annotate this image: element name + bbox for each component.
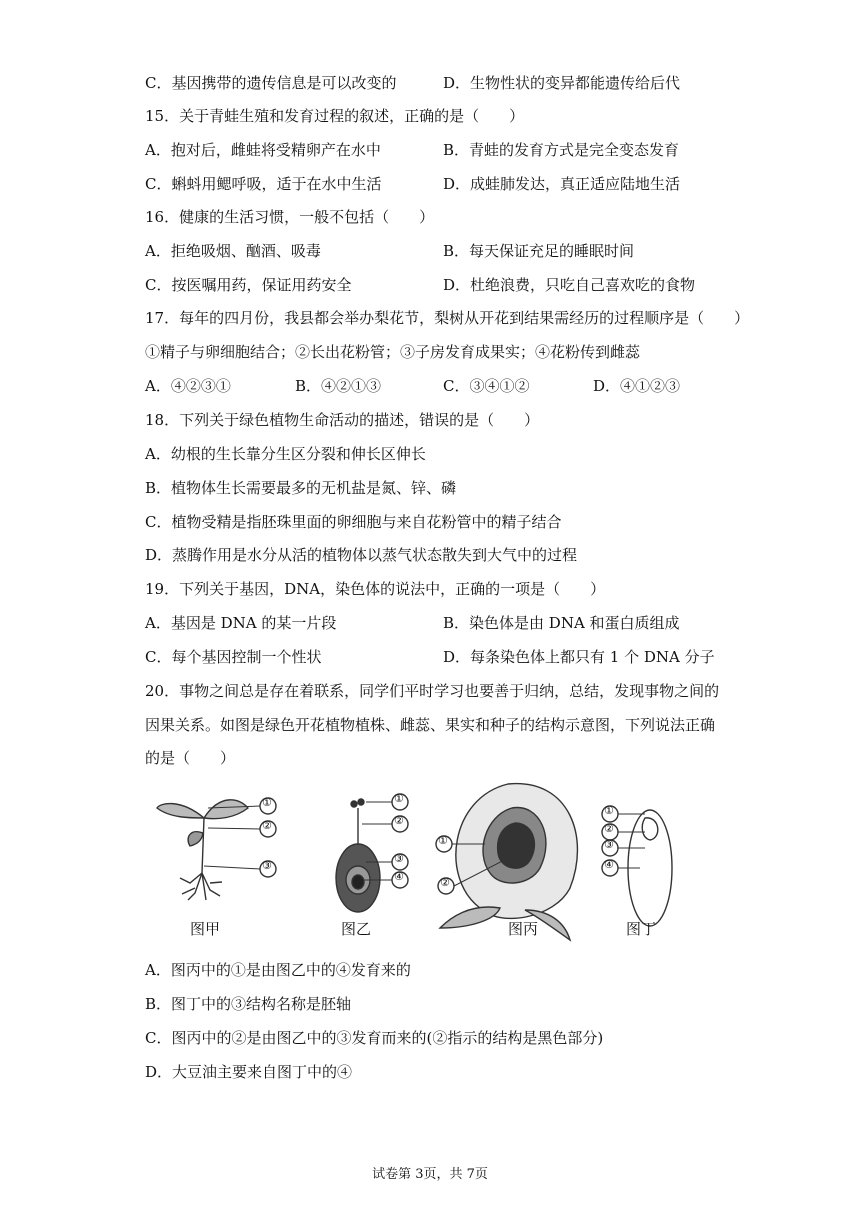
q19-option-a: A．基因是 DNA 的某一片段 (145, 614, 337, 632)
yi-mark-2: ② (394, 814, 404, 827)
q17-option-a: A．④②③① (145, 377, 231, 395)
figure-jia-plant (157, 798, 276, 900)
q17-option-b: B．④②①③ (295, 377, 382, 395)
q16-option-b: B．每天保证充足的睡眠时间 (443, 242, 635, 260)
q17-stem: 17．每年的四月份，我县都会举办梨花节，梨树从开花到结果需经历的过程顺序是（ ） (145, 309, 750, 327)
q20-stem-line1: 20．事物之间总是存在着联系，同学们平时学习也要善于归纳，总结，发现事物之间的 (145, 682, 720, 700)
figure-yi-caption: 图乙 (341, 920, 372, 938)
page-footer: 试卷第 3页，共 7页 (372, 1167, 488, 1182)
q20-option-d: D．大豆油主要来自图丁中的④ (145, 1063, 353, 1081)
q18-option-a: A．幼根的生长靠分生区分裂和伸长区伸长 (145, 445, 426, 463)
jia-mark-1: ① (262, 796, 272, 809)
bing-mark-1: ① (438, 834, 448, 847)
q15-stem: 15．关于青蛙生殖和发育过程的叙述，正确的是（ ） (145, 107, 525, 125)
q18-option-b: B．植物体生长需要最多的无机盐是氮、锌、磷 (145, 479, 457, 497)
q15-option-a: A．抱对后，雌蛙将受精卵产在水中 (145, 141, 381, 159)
q20-option-a: A．图丙中的①是由图乙中的④发育来的 (145, 961, 411, 979)
q15-option-b: B．青蛙的发育方式是完全变态发育 (443, 141, 680, 159)
q17-items: ①精子与卵细胞结合；②长出花粉管；③子房发育成果实；④花粉传到雌蕊 (145, 343, 641, 361)
yi-mark-4: ④ (394, 870, 404, 883)
ding-mark-4: ④ (604, 858, 614, 871)
q16-option-a: A．拒绝吸烟、酗酒、吸毒 (145, 242, 321, 260)
figure-bing-caption: 图丙 (508, 920, 539, 938)
q19-option-b: B．染色体是由 DNA 和蛋白质组成 (443, 614, 680, 632)
q16-option-d: D．杜绝浪费，只吃自己喜欢吃的食物 (443, 276, 696, 294)
bing-mark-2: ② (440, 876, 450, 889)
figure-bing-fruit (436, 784, 577, 940)
jia-mark-2: ② (262, 819, 272, 832)
q20-stem-line3: 的是（ ） (145, 749, 236, 767)
figure-jia-caption: 图甲 (190, 920, 221, 938)
q15-option-d: D．成蛙肺发达，真正适应陆地生活 (443, 175, 681, 193)
q19-option-c: C．每个基因控制一个性状 (145, 648, 322, 666)
q19-option-d: D．每条染色体上都只有 1 个 DNA 分子 (443, 648, 715, 666)
figure-ding-caption: 图丁 (626, 920, 657, 938)
q18-stem: 18．下列关于绿色植物生命活动的描述，错误的是（ ） (145, 411, 540, 429)
q16-stem: 16．健康的生活习惯，一般不包括（ ） (145, 208, 435, 226)
ding-mark-1: ① (604, 804, 614, 817)
yi-mark-3: ③ (394, 852, 404, 865)
q16-option-c: C．按医嘱用药，保证用药安全 (145, 276, 352, 294)
q14-option-d: D．生物性状的变异都能遗传给后代 (443, 74, 681, 92)
q18-option-d: D．蒸腾作用是水分从活的植物体以蒸气状态散失到大气中的过程 (145, 546, 578, 564)
q20-stem-line2: 因果关系。如图是绿色开花植物植株、雌蕊、果实和种子的结构示意图，下列说法正确 (145, 716, 716, 734)
q17-option-d: D．④①②③ (593, 377, 681, 395)
q15-option-c: C．蝌蚪用鳃呼吸，适于在水中生活 (145, 175, 382, 193)
ding-mark-3: ③ (604, 838, 614, 851)
q19-stem: 19．下列关于基因，DNA，染色体的说法中，正确的一项是（ ） (145, 580, 606, 598)
q18-option-c: C．植物受精是指胚珠里面的卵细胞与来自花粉管中的精子结合 (145, 513, 562, 531)
yi-mark-1: ① (394, 792, 404, 805)
q14-option-c: C．基因携带的遗传信息是可以改变的 (145, 74, 397, 92)
q20-figure (140, 778, 740, 948)
ding-mark-2: ② (604, 822, 614, 835)
q20-option-b: B．图丁中的③结构名称是胚轴 (145, 995, 352, 1013)
q20-option-c: C．图丙中的②是由图乙中的③发育而来的(②指示的结构是黑色部分) (145, 1029, 604, 1047)
q17-option-c: C．③④①② (443, 377, 530, 395)
jia-mark-3: ③ (262, 859, 272, 872)
